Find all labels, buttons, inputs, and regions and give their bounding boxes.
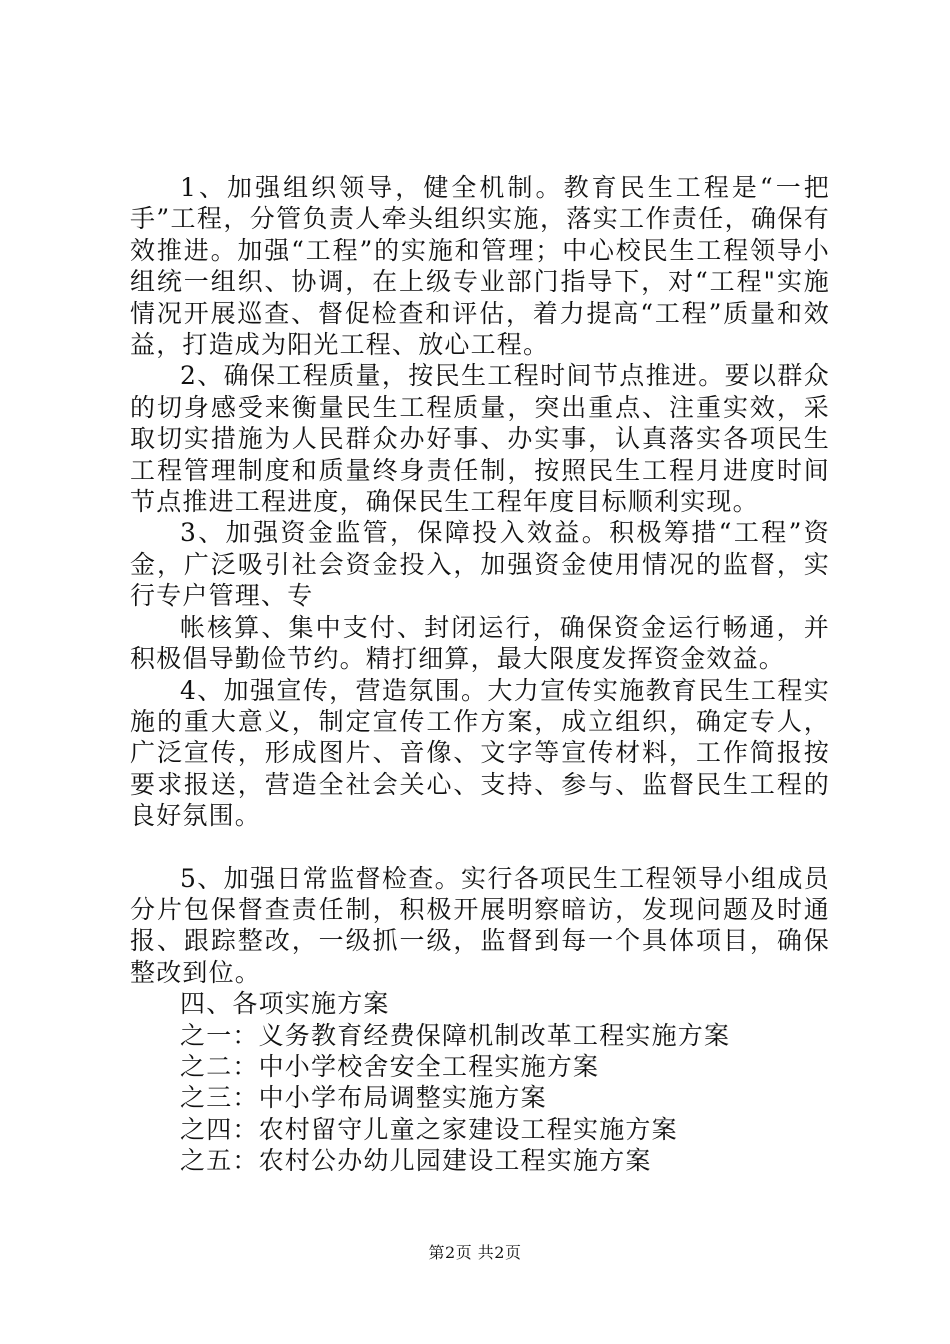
paragraph-gap bbox=[130, 832, 830, 863]
plan-item-1: 之一：义务教育经费保障机制改革工程实施方案 bbox=[180, 1020, 731, 1050]
paragraph-4: 4、加强宣传，营造氛围。大力宣传实施教育民生工程实施的重大意义，制定宣传工作方案，成立组织，确定专人，广泛宣传，形成图片、音像、文字等宣传材料，工作简报按要求报送，营造全社会关心、支持、参与、监督民生工程的良好氛围。 bbox=[130, 675, 830, 831]
plan-item-4: 之四：农村留守儿童之家建设工程实施方案 bbox=[180, 1114, 678, 1144]
section-heading: 四、各项实施方案 bbox=[180, 989, 390, 1019]
plan-item-3: 之三：中小学布局调整实施方案 bbox=[180, 1083, 547, 1113]
paragraph-3: 3、加强资金监管，保障投入效益。积极筹措“工程”资金，广泛吸引社会资金投入，加强资金使用情况的监督，实行专户管理、专 bbox=[130, 518, 830, 611]
plan-item-5: 之五：农村公办幼儿园建设工程实施方案 bbox=[180, 1146, 652, 1176]
paragraph-2: 2、确保工程质量，按民生工程时间节点推进。要以群众的切身感受来衡量民生工程质量，突出重点、注重实效，采取切实措施为人民群众办好事、办实事，认真落实各项民生工程管理制度和质量终身责任制，按照民生工程月进度时间节点推进工程进度，确保民生工程年度目标顺利实现。 bbox=[130, 361, 830, 517]
paragraph-1: 1、加强组织领导，健全机制。教育民生工程是“一把手”工程，分管负责人牵头组织实施，落实工作责任，确保有效推进。加强“工程”的实施和管理；中心校民生工程领导小组统一组织、协调，在上级专业部门指导下，对“工程"实施情况开展巡查、督促检查和评估，着力提高“工程”质量和效益，打造成为阳光工程、放心工程。 bbox=[130, 173, 830, 360]
paragraph-3-continued: 帐核算、集中支付、封闭运行，确保资金运行畅通，并积极倡导勤俭节约。精打细算，最大限度发挥资金效益。 bbox=[130, 612, 830, 674]
page-footer: 第2页 共2页 bbox=[428, 1243, 522, 1262]
document-body bbox=[130, 172, 830, 1177]
paragraph-5: 5、加强日常监督检查。实行各项民生工程领导小组成员分片包保督查责任制，积极开展明察暗访，发现问题及时通报、跟踪整改，一级抓一级，监督到每一个具体项目，确保整改到位。 bbox=[130, 863, 830, 987]
plan-item-2: 之二：中小学校舍安全工程实施方案 bbox=[180, 1051, 600, 1081]
